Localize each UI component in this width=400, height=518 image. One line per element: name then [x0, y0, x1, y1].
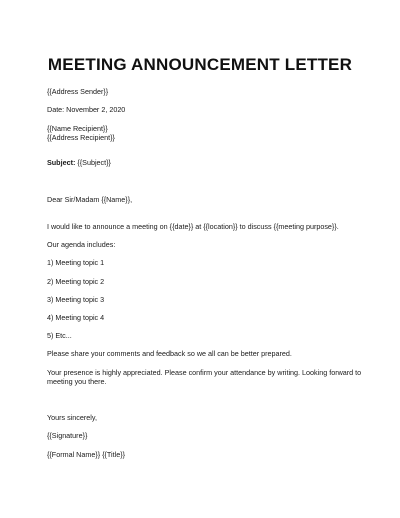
address-sender: {{Address Sender}}	[47, 87, 109, 96]
closing: Yours sincerely,	[47, 413, 97, 422]
agenda-item: 4) Meeting topic 4	[47, 313, 105, 322]
date-line: Date: November 2, 2020	[47, 105, 126, 114]
greeting: Dear Sir/Madam {{Name}},	[47, 195, 133, 204]
address-recipient: {{Address Recipient}}	[47, 133, 115, 142]
announcement-paragraph: I would like to announce a meeting on {{date}} at {{location}} to discuss {{meeting purpose}}.	[47, 222, 339, 231]
agenda-item: 5) Etc...	[47, 331, 72, 340]
subject-line	[47, 158, 111, 167]
agenda-item: 1) Meeting topic 1	[47, 258, 105, 267]
agenda-item: 3) Meeting topic 3	[47, 295, 105, 304]
agenda-item: 2) Meeting topic 2	[47, 277, 105, 286]
presence-paragraph-line-1: Your presence is highly appreciated. Please confirm your attendance by writing. Looking forward to	[47, 368, 362, 377]
signature-placeholder: {{Signature}}	[47, 431, 88, 440]
comments-request: Please share your comments and feedback so we all can be better prepared.	[47, 349, 292, 358]
subject-value: {{Subject}}	[75, 158, 111, 167]
formal-name-title: {{Formal Name}} {{Title}}	[47, 450, 126, 459]
agenda-intro: Our agenda includes:	[47, 240, 116, 249]
name-recipient: {{Name Recipient}}	[47, 124, 108, 133]
presence-paragraph-line-2: meeting you there.	[47, 377, 107, 386]
page-title: MEETING ANNOUNCEMENT LETTER	[47, 55, 353, 74]
subject-label: Subject:	[47, 158, 76, 167]
